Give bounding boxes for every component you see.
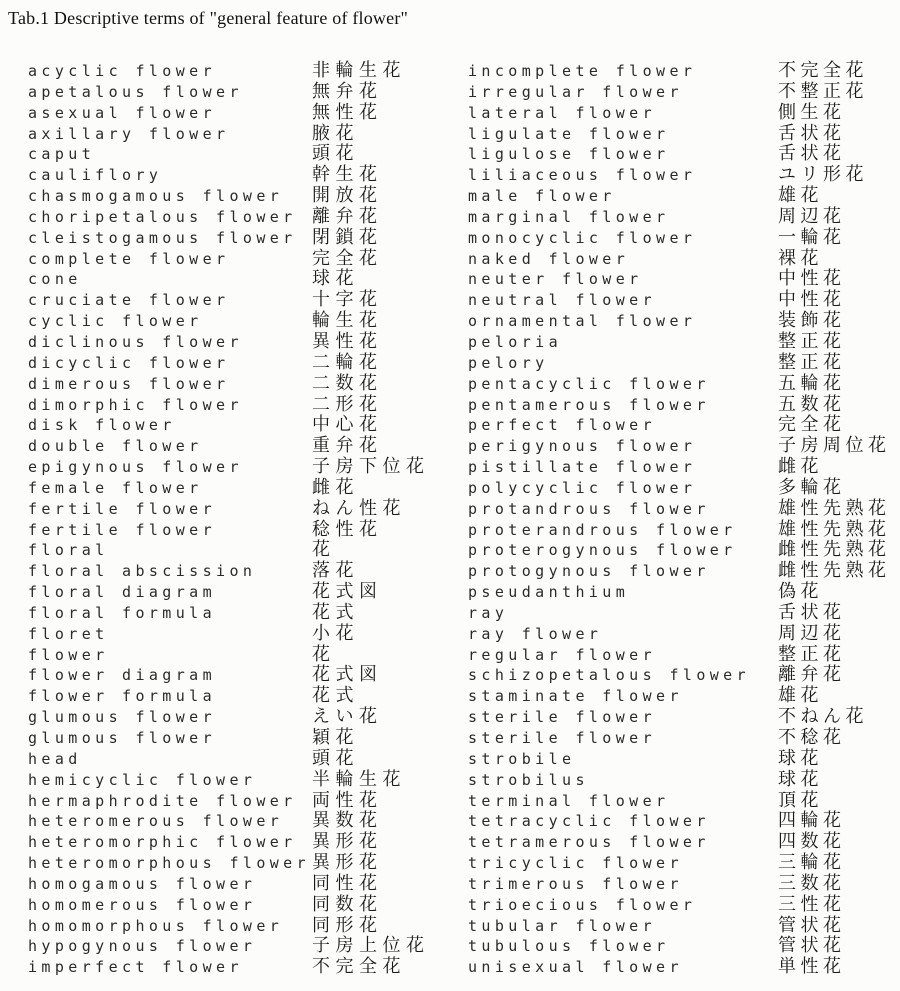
english-term: heteromorphous flower [28,854,311,873]
table-row [468,478,900,499]
english-term: caput [28,145,96,164]
japanese-term: 舌状花 [778,122,846,144]
english-term: heteromerous flower [28,812,284,831]
japanese-term: 整正花 [778,643,846,665]
japanese-term: 不完全花 [312,956,406,978]
english-term: epigynous flower [28,458,243,477]
japanese-term: 両性花 [312,789,383,811]
english-term: protogynous flower [468,562,710,581]
english-term: floret [28,624,109,643]
table-row [28,936,468,957]
table-row [468,249,900,270]
english-term: pseudanthium [468,583,630,602]
english-term: marginal flower [468,207,670,226]
english-term: ray [468,603,509,622]
table-row [28,707,468,728]
table-row [28,561,468,582]
japanese-term: 子房上位花 [312,935,430,957]
japanese-term: 雌性先熟花 [778,560,891,582]
table-row [468,603,900,624]
japanese-term: 球花 [312,268,359,290]
japanese-term: 中性花 [778,268,846,290]
japanese-term: 周辺花 [778,205,846,227]
table-row [468,936,900,957]
table-row [468,499,900,520]
english-term: naked flower [468,249,630,268]
table-row [28,228,468,249]
english-term: strobile [468,749,576,768]
table-row [28,374,468,395]
table-row [468,290,900,311]
japanese-term: 花 [312,539,336,561]
table-row [468,582,900,603]
japanese-term: 舌状花 [778,601,846,623]
japanese-term: 離弁花 [778,664,846,686]
english-term: dicyclic flower [28,353,230,372]
english-term: flower diagram [28,666,217,685]
table-row [28,124,468,145]
english-term: proterandrous flower [468,520,737,539]
english-term: trioecious flower [468,895,697,914]
english-term: polycyclic flower [468,478,697,497]
table-row [28,290,468,311]
english-term: fertile flower [28,499,217,518]
japanese-term: 幹生花 [312,164,383,186]
japanese-term: 雌花 [312,476,359,498]
japanese-term: 舌状花 [778,143,846,165]
table-row [28,269,468,290]
english-term: chasmogamous flower [28,187,284,206]
table-row [28,874,468,895]
table-row [28,791,468,812]
english-term: choripetalous flower [28,207,297,226]
table-row [468,374,900,395]
table-row [468,728,900,749]
table-row [468,332,900,353]
japanese-term: 穎花 [312,727,359,748]
japanese-term: 完全花 [312,247,383,269]
english-term: hermaphrodite flower [28,791,297,810]
japanese-term: 無弁花 [312,80,383,102]
table-row [468,165,900,186]
table-row [468,665,900,686]
japanese-term: 不ねん花 [778,706,868,728]
english-term: strobilus [468,770,589,789]
japanese-term: 異数花 [312,810,383,832]
table-row [28,395,468,416]
japanese-term: 不整正花 [778,80,868,102]
table-row [28,624,468,645]
table-row [468,645,900,666]
table-row [468,811,900,832]
table-row [28,749,468,770]
english-term: glumous flower [28,708,217,727]
table-row [28,436,468,457]
japanese-term: 無性花 [312,101,383,123]
english-term: incomplete flower [468,62,697,80]
english-term: male flower [468,187,616,206]
japanese-term: 雄性先熟花 [778,497,891,519]
japanese-term: 子房周位花 [778,435,891,457]
table-row [468,520,900,541]
table-row [28,645,468,666]
english-term: regular flower [468,645,657,664]
table-row [28,311,468,332]
japanese-term: 完全花 [778,414,846,436]
table-row [28,186,468,207]
english-term: neutral flower [468,291,657,310]
japanese-term: 二形花 [312,393,383,415]
japanese-term: 輪生花 [312,310,383,332]
japanese-term: 落花 [312,560,359,582]
english-term: unisexual flower [468,958,683,977]
table-row [28,603,468,624]
english-term: cruciate flower [28,291,230,310]
table-row [468,124,900,145]
english-term: cauliflory [28,166,163,185]
table-row [28,249,468,270]
english-term: homogamous flower [28,874,257,893]
table-row [468,207,900,228]
table-row [28,457,468,478]
english-term: tricyclic flower [468,854,683,873]
english-term: terminal flower [468,791,670,810]
japanese-term: 同形花 [312,914,383,936]
table-row [468,791,900,812]
japanese-term: 花式 [312,685,359,707]
japanese-term: 管状花 [778,914,846,936]
table-row [28,832,468,853]
english-term: homomorphous flower [28,916,284,935]
english-term: lateral flower [468,103,657,122]
japanese-term: 雄花 [778,185,823,207]
japanese-term: 花式図 [312,664,383,686]
japanese-term: 整正花 [778,330,846,352]
japanese-term: 頭花 [312,747,359,769]
english-term: protandrous flower [468,499,710,518]
english-term: ligulose flower [468,145,670,164]
table-row [468,916,900,937]
english-term: dimerous flower [28,374,230,393]
table-row [28,665,468,686]
english-term: glumous flower [28,729,217,747]
japanese-term: 雄性先熟花 [778,518,891,540]
english-term: cleistogamous flower [28,228,297,247]
japanese-term: 頂花 [778,789,823,811]
table-row [28,478,468,499]
english-term: pentacyclic flower [468,374,710,393]
table-row [468,561,900,582]
japanese-term: 装飾花 [778,310,846,332]
table-row [28,957,468,978]
japanese-term: 同数花 [312,893,383,915]
japanese-term: 一輪花 [778,226,846,248]
japanese-term: 整正花 [778,351,846,373]
english-term: sterile flower [468,729,657,747]
english-term: hemicyclic flower [28,770,257,789]
english-term: floral diagram [28,583,217,602]
english-term: hypogynous flower [28,937,257,956]
english-term: head [28,749,82,768]
table-row [468,228,900,249]
japanese-term: 四輪花 [778,810,846,832]
japanese-term: 十字花 [312,289,383,311]
japanese-term: 半輪生花 [312,768,406,790]
japanese-term: 稔性花 [312,518,383,540]
english-term: neuter flower [468,270,643,289]
table-row [468,853,900,874]
english-term: proterogynous flower [468,541,737,560]
english-term: cyclic flower [28,312,203,331]
japanese-term: 四数花 [778,831,846,853]
english-term: complete flower [28,249,230,268]
japanese-term: 腋花 [312,122,359,144]
japanese-term: 雌花 [778,456,823,478]
english-term: floral abscission [28,562,257,581]
english-term: acyclic flower [28,62,217,80]
japanese-term: 二輪花 [312,351,383,373]
english-term: liliaceous flower [468,166,697,185]
table-row [468,624,900,645]
table-row [468,540,900,561]
table-row [28,103,468,124]
japanese-term: 閉鎖花 [312,226,383,248]
table-row [28,332,468,353]
english-term: staminate flower [468,687,683,706]
table-row [28,770,468,791]
japanese-term: ねん性花 [312,497,406,519]
table-row [468,186,900,207]
table-row [468,707,900,728]
english-term: sterile flower [468,708,657,727]
table-row [468,749,900,770]
japanese-term: 小花 [312,622,359,644]
table-row [468,144,900,165]
japanese-term: 中性花 [778,289,846,311]
japanese-term: 三性花 [778,893,846,915]
table-row [468,436,900,457]
table-row [468,82,900,103]
english-term: tetracyclic flower [468,812,710,831]
japanese-term: 雄花 [778,685,823,707]
japanese-term: 管状花 [778,935,846,957]
english-term: floral formula [28,603,217,622]
table-row [28,415,468,436]
japanese-term: えい花 [312,706,383,728]
japanese-term: 三数花 [778,872,846,894]
english-term: dimorphic flower [28,395,243,414]
japanese-term: 花 [312,643,336,665]
english-term: asexual flower [28,103,217,122]
japanese-term: 雌性先熟花 [778,539,891,561]
english-term: ray flower [468,624,603,643]
table-row [28,811,468,832]
table-row [28,728,468,749]
english-term: heteromorphic flower [28,833,297,852]
english-term: perigynous flower [468,437,697,456]
japanese-term: 裸花 [778,247,823,269]
right-column [468,61,900,978]
japanese-term: 花式 [312,601,359,623]
japanese-term: 周辺花 [778,622,846,644]
table-row [468,874,900,895]
english-term: irregular flower [468,82,683,101]
table-row [468,61,900,82]
english-term: schizopetalous flower [468,666,751,685]
english-term: fertile flower [28,520,217,539]
english-term: female flower [28,478,203,497]
english-term: flower formula [28,687,217,706]
japanese-term: 不完全花 [778,60,868,81]
japanese-term: 非輪生花 [312,60,406,81]
english-term: pistillate flower [468,458,697,477]
english-term: floral [28,541,109,560]
japanese-term: 重弁花 [312,435,383,457]
table-row [468,395,900,416]
japanese-term: 離弁花 [312,205,383,227]
japanese-term: 子房下位花 [312,456,430,478]
japanese-term: 中心花 [312,414,383,436]
english-term: ornamental flower [468,312,697,331]
english-term: tubulous flower [468,937,670,956]
english-term: trimerous flower [468,874,683,893]
table-row [28,165,468,186]
japanese-term: 側生花 [778,101,846,123]
table-row [468,832,900,853]
table-row [468,895,900,916]
table-row [28,207,468,228]
table-row [28,540,468,561]
table-row [468,957,900,978]
japanese-term: 三輪花 [778,852,846,874]
english-term: double flower [28,437,203,456]
table-row [468,103,900,124]
english-term: ligulate flower [468,124,670,143]
glossary-table [28,61,900,978]
table-row [468,686,900,707]
japanese-term: 異形花 [312,852,383,874]
japanese-term: ユリ形花 [778,164,868,186]
japanese-term: 開放花 [312,185,383,207]
english-term: monocyclic flower [468,228,697,247]
english-term: cone [28,270,82,289]
english-term: pentamerous flower [468,395,710,414]
table-row [468,311,900,332]
table-row [28,61,468,82]
table-row [468,269,900,290]
english-term: tubular flower [468,916,657,935]
table-row [468,353,900,374]
japanese-term: 単性花 [778,956,846,978]
english-term: diclinous flower [28,332,243,351]
table-row [468,415,900,436]
table-row [28,144,468,165]
japanese-term: 花式図 [312,581,383,603]
japanese-term: 偽花 [778,581,823,603]
table-row [28,686,468,707]
table-row [28,916,468,937]
japanese-term: 不稔花 [778,727,846,748]
japanese-term: 五数花 [778,393,846,415]
japanese-term: 異性花 [312,330,383,352]
table-row [28,82,468,103]
japanese-term: 頭花 [312,143,359,165]
english-term: disk flower [28,416,176,435]
table-row [28,582,468,603]
japanese-term: 球花 [778,768,823,790]
japanese-term: 二数花 [312,372,383,394]
japanese-term: 同性花 [312,872,383,894]
japanese-term: 多輪花 [778,476,846,498]
table-row [28,853,468,874]
table-row [28,895,468,916]
left-column [28,61,468,978]
english-term: homomerous flower [28,895,257,914]
english-term: perfect flower [468,416,657,435]
japanese-term: 異形花 [312,831,383,853]
table-row [28,353,468,374]
table-row [28,499,468,520]
english-term: peloria [468,332,563,351]
japanese-term: 五輪花 [778,372,846,394]
english-term: imperfect flower [28,958,243,977]
japanese-term: 球花 [778,747,823,769]
table-row [468,457,900,478]
english-term: pelory [468,353,549,372]
english-term: axillary flower [28,124,230,143]
english-term: tetramerous flower [468,833,710,852]
table-caption: Tab.1 Descriptive terms of "general feature of flower" [8,8,409,28]
english-term: apetalous flower [28,82,243,101]
table-row [28,520,468,541]
english-term: flower [28,645,109,664]
table-row [468,770,900,791]
